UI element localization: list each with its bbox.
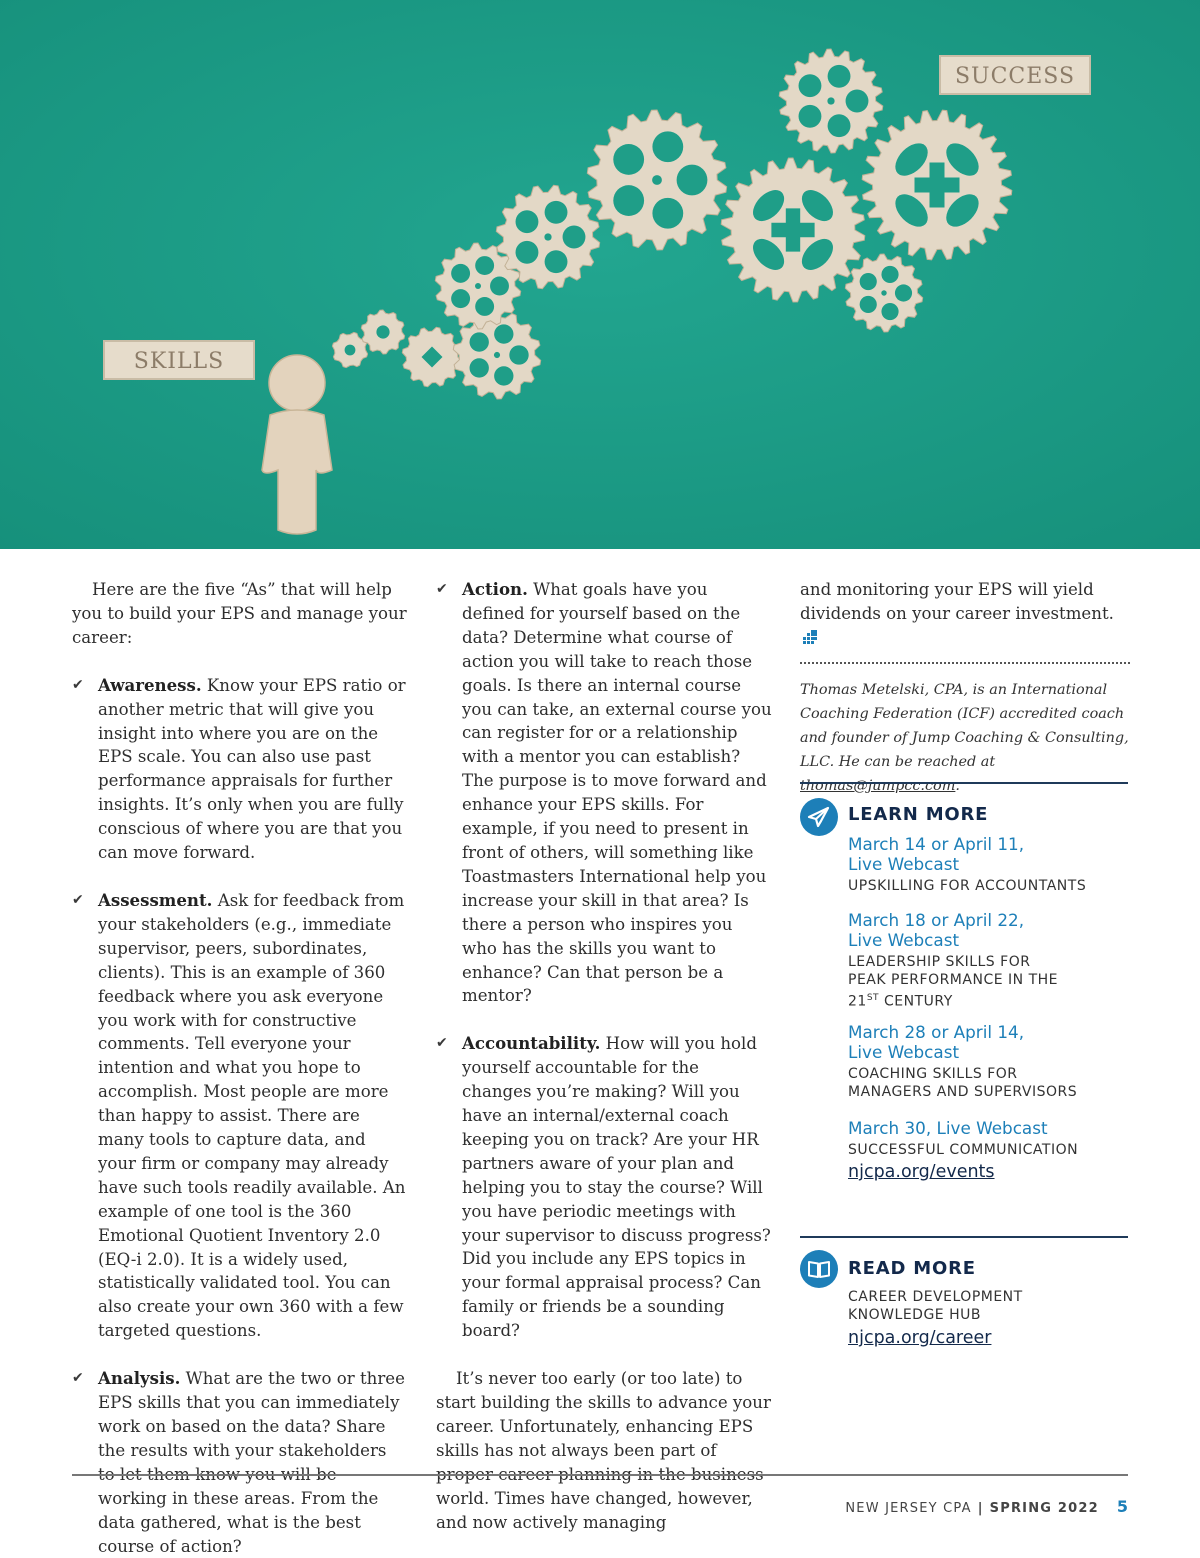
intro-paragraph: Here are the five “As” that will help you to build your EPS and manage your career:	[72, 580, 407, 647]
event-title: SUCCESSFUL COMMUNICATION	[848, 1142, 1079, 1158]
event-item[interactable]	[848, 910, 1128, 1011]
checkmark-icon: ✔	[436, 1035, 448, 1052]
read-more-box	[800, 1236, 1128, 1348]
dotted-divider	[800, 662, 1130, 664]
closing-paragraph: It’s never too early (or too late) to start building the skills to advance your career. Unfortunately, enhancing EPS skills has not always been part of proper career planning in the business world. Times have changed, however, and now actively managing	[436, 1369, 771, 1532]
continuation-paragraph	[800, 578, 1130, 650]
page-footer	[845, 1497, 1128, 1516]
assessment-item	[72, 889, 408, 1343]
skills-sign	[104, 341, 254, 379]
gear-shape	[402, 327, 461, 386]
awareness-term: Awareness.	[98, 674, 202, 695]
accountability-text: How will you hold yourself accountable for the changes you’re making? Will you have an internal/external coach keeping you on track? Are your HR partners aware of your plan and helping you to stay the course? Will you have periodic meetings with your supervisor to discuss progress? Did you include any EPS topics in your formal appraisal process? Can family or friends be a sounding board?	[462, 1034, 771, 1341]
success-sign-text: SUCCESS	[954, 64, 1076, 89]
career-link[interactable]: njcpa.org/career	[848, 1328, 992, 1348]
awareness-text: Know your EPS ratio or another metric that will give you insight into where you are on the EPS scale. You can also use past performance appraisals for further insights. It’s only when you are fully conscious of where you are that you can move forward.	[98, 675, 406, 863]
gears-illustration	[0, 0, 1200, 549]
hero-image	[0, 0, 1200, 549]
event-date: March 28 or April 14, Live Webcast	[848, 1022, 1025, 1062]
read-more-description: CAREER DEVELOPMENT KNOWLEDGE HUB	[848, 1289, 1023, 1323]
event-item[interactable]	[848, 1118, 1128, 1159]
author-email-link[interactable]: thomas@jumpcc.com	[800, 777, 956, 794]
action-term: Action.	[462, 579, 528, 599]
checkmark-icon: ✔	[72, 1370, 84, 1387]
assessment-term: Assessment.	[98, 889, 213, 910]
event-item[interactable]	[848, 1022, 1128, 1101]
checkmark-icon: ✔	[72, 891, 84, 908]
success-sign	[940, 56, 1090, 94]
continuation-text: and monitoring your EPS will yield dividends on your career investment.	[800, 580, 1114, 623]
checkmark-icon: ✔	[72, 676, 84, 693]
awareness-item	[72, 674, 408, 865]
events-link[interactable]: njcpa.org/events	[848, 1162, 995, 1182]
end-of-article-icon	[803, 630, 817, 644]
article-column-1	[72, 578, 408, 1558]
learn-more-title: LEARN MORE	[848, 804, 989, 825]
publication-name: NEW JERSEY CPA	[845, 1501, 972, 1516]
issue-label: SPRING 2022	[989, 1501, 1099, 1516]
accountability-term: Accountability.	[462, 1033, 601, 1054]
action-text: What goals have you defined for yourself based on the data? Determine what course of action you will take to reach those goals. Is there an internal course you can take, an external course you can register for or a relationship with a mentor you can establish? The purpose is to move forward and enhance your EPS skills. For example, if you need to present in front of others, will something like Toastmasters International help you increase your skill in that area? Is there a person who inspires you who has the skills you want to enhance? Can that person be a mentor?	[462, 580, 772, 1006]
book-icon	[800, 1250, 838, 1288]
event-item[interactable]	[848, 834, 1128, 895]
event-date: March 18 or April 22, Live Webcast	[848, 910, 1025, 950]
event-title: COACHING SKILLS FOR MANAGERS AND SUPERVISORS	[848, 1066, 1078, 1100]
analysis-item	[72, 1367, 408, 1558]
paper-plane-icon	[800, 798, 838, 836]
footer-separator: |	[977, 1501, 984, 1516]
footer-rule	[72, 1474, 1128, 1476]
article-column-2	[436, 578, 772, 1534]
article-column-3	[800, 578, 1130, 798]
author-bio-end: .	[955, 777, 960, 794]
analysis-text: What are the two or three EPS skills that you can immediately work on based on the data? Share the results with your stakeholders to let them know you will be working in these areas. From the data gathered, what is the best course of action?	[98, 1369, 405, 1556]
skills-sign-text: SKILLS	[133, 349, 225, 374]
author-bio	[800, 678, 1130, 798]
event-date: March 14 or April 11, Live Webcast	[848, 834, 1025, 874]
analysis-term: Analysis.	[98, 1368, 181, 1389]
page-number: 5	[1116, 1497, 1128, 1516]
event-date: March 30, Live Webcast	[848, 1118, 1048, 1138]
action-item	[436, 578, 772, 1008]
event-title: LEADERSHIP SKILLS FOR PEAK PERFORMANCE IN THE 21ST CENTURY	[848, 954, 1058, 1010]
checkmark-icon: ✔	[436, 581, 448, 597]
author-bio-text: Thomas Metelski, CPA, is an International Coaching Federation (ICF) accredited coach and founder of Jump Coaching & Consulting, LLC. He can be reached at	[800, 681, 1129, 770]
event-title: UPSKILLING FOR ACCOUNTANTS	[848, 878, 1087, 894]
read-more-title: READ MORE	[848, 1258, 976, 1279]
accountability-item	[436, 1032, 772, 1343]
assessment-text: Ask for feedback from your stakeholders (e.g., immediate supervisor, peers, subordinates, clients). This is an example of 360 feedback where you ask everyone you work with for constructive comments. Tell everyone your intention and what you hope to accomplish. Most people are more than happy to assist. There are many tools to capture data, and your firm or company may already have such tools readily available. An example of one tool is the 360 Emotional Quotient Inventory 2.0 (EQ-i 2.0). It is a widely used, statistically validated tool. You can also create your own 360 with a few targeted questions.	[98, 890, 406, 1341]
